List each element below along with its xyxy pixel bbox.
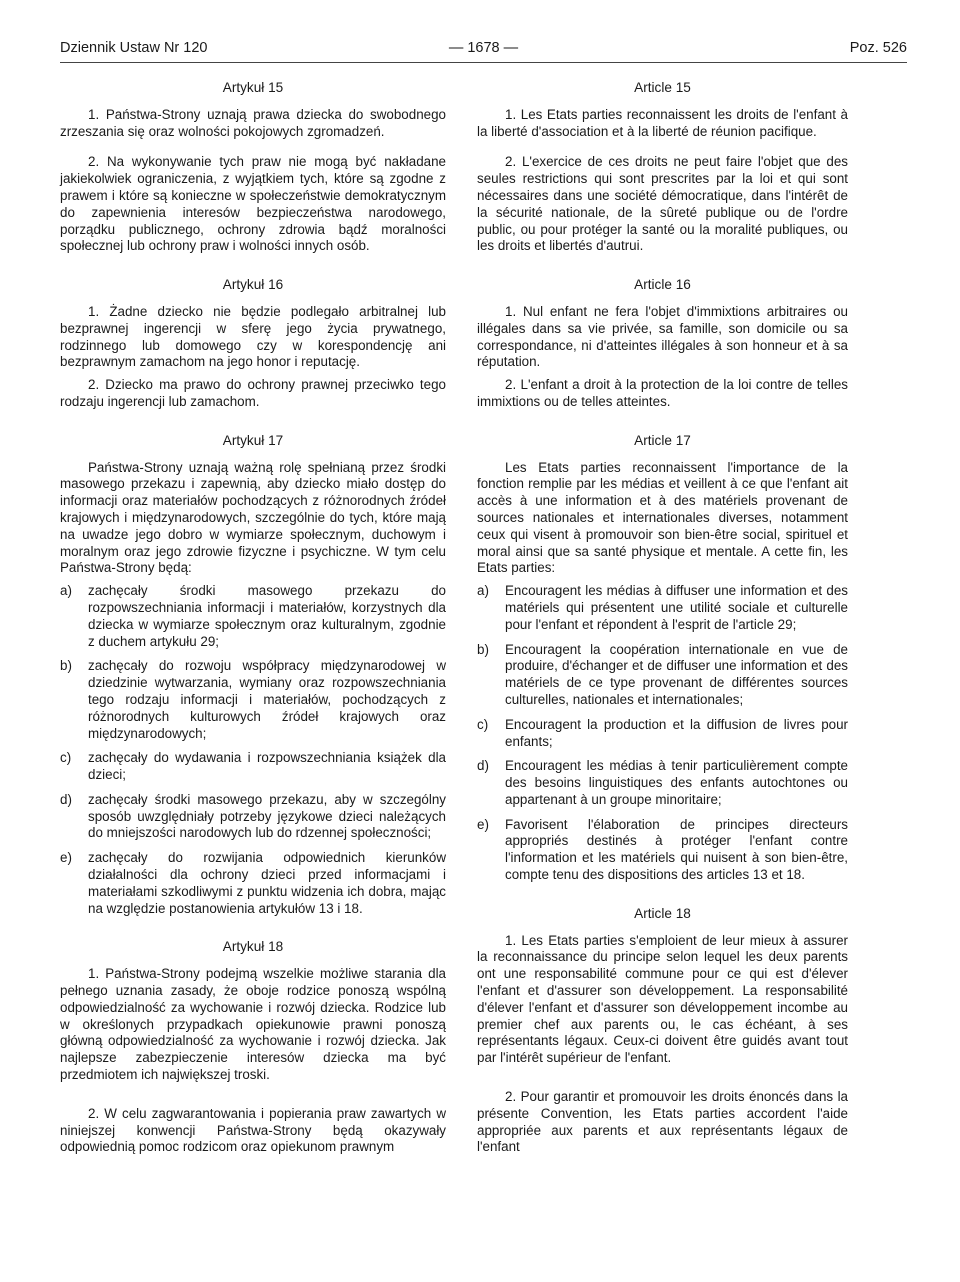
page-header [60, 40, 907, 63]
item-label: a) [60, 583, 72, 599]
item-label: c) [60, 750, 72, 766]
item-text: zachęcały do wydawania i rozpowszechniania książek dla dzieci; [88, 750, 446, 783]
item-label: d) [477, 758, 489, 774]
fr-art17-item-e [477, 817, 848, 884]
fr-art18-p1: 1. Les Etats parties s'emploient de leur mieux à assurer la reconnaissance du principe selon lequel les deux parents ont une responsabilité commune pour ce qui est d'élever l'enfant et d'assurer son développement. La responsabilité d'élever l'enfant et d'assurer son développement incombe au premier chef aux parents ou, le cas échéant, à ses représentants légaux. Ceux-ci doivent être guidés avant tout par l'intérêt supérieur de l'enfant. [477, 932, 848, 1066]
pl-art15-title: Artykuł 15 [222, 80, 284, 95]
pl-art18-p2: 2. W celu zagwarantowania i popierania praw zawartych w niniejszej konwencji Państwa-Strony będą okazywały odpowiednią pomoc rodzicom oraz opiekunom prawnym [60, 1105, 446, 1155]
fr-art18-title: Article 18 [634, 905, 691, 921]
position-number: Poz. 526 [849, 40, 907, 56]
fr-art15-title: Article 15 [634, 80, 691, 95]
item-label: c) [477, 716, 489, 732]
pl-art17-item-b [60, 658, 446, 742]
pl-art16-p2: 2. Dziecko ma prawo do ochrony prawnej przeciwko tego rodzaju ingerencji lub zamachom. [60, 377, 446, 409]
pl-art17-item-d [60, 792, 446, 842]
fr-art15-p1: 1. Les Etats parties reconnaissent les droits de l'enfant à la liberté d'association et à la liberté de réunion pacifique. [477, 106, 848, 139]
french-column [477, 80, 848, 1156]
pl-art17-item-e [60, 850, 446, 917]
pl-art16-title: Artykuł 16 [222, 277, 284, 293]
item-label: b) [477, 641, 489, 657]
pl-art18-p1: 1. Państwa-Strony podejmą wszelkie możliwe starania dla pełnego uznania zasady, że oboje rodzice ponoszą wspólną odpowiedzialność za wychowanie i rozwój dziecka. Rodzice lub w określonych przypadkach opiekunowie prawni ponoszą główną odpowiedzialność za wychowanie i rozwój dziecka. Jak najlepsze zabezpieczenie interesów dziecka ma być przedmiotem ich największej troski. [60, 966, 446, 1083]
item-text: Favorisent l'élaboration de principes directeurs appropriés destinés à protéger l'enfant contre l'information et les matériels qui nuisent à son bien-être, compte tenu des dispositions des articles 13 et 18. [505, 816, 848, 883]
item-text: Encouragent les médias à diffuser une information et des matériels qui présentent une utilité sociale et culturelle pour l'enfant et répondent à l'esprit de l'article 29; [505, 583, 848, 632]
pl-art18-title: Artykuł 18 [222, 939, 284, 955]
item-text: zachęcały środki masowego przekazu do rozpowszechniania informacji i materiałów, korzystnych dla dziecka w wymiarze społecznym oraz kulturalnym, zgodnie z duchem artykułu 29; [88, 583, 446, 649]
pl-art17-item-c [60, 750, 446, 784]
item-text: Encouragent la coopération internationale en vue de produire, d'échanger et de diffuser une information et des matériels de ce type provenant de différentes sources culturelles, nationales et internationales; [505, 641, 848, 707]
item-text: zachęcały środki masowego przekazu, aby w szczególny sposób uwzględniały potrzeby językowe dzieci należących do mniejszości narodowych lub do rdzennej społeczności; [88, 791, 446, 841]
pl-art15-p1: 1. Państwa-Strony uznają prawa dziecka do swobodnego zrzeszania się oraz wolności pokojowych zgromadzeń. [60, 106, 446, 139]
pl-art15-p2: 2. Na wykonywanie tych praw nie mogą być nakładane jakiekolwiek ograniczenia, z wyjątkiem tych, które są zgodne z prawem i które są konieczne w społeczeństwie demokratycznym do zapewnienia interesów bezpieczeństwa narodowego, porządku publicznego, ochrony zdrowia bądź moralności społecznej lub ochrony praw i wolności innych osób. [60, 154, 446, 254]
item-text: zachęcały do rozwoju współpracy międzynarodowej w dziedzinie wytwarzania, wymiany oraz rozpowszechniania tego rodzaju informacji i materiałów, pochodzących z różnorodnych kulturowych źródeł krajowych oraz międzynarodowych; [88, 658, 446, 741]
item-label: d) [60, 791, 72, 807]
item-text: Encouragent la production et la diffusion de livres pour enfants; [505, 716, 848, 749]
fr-art17-item-a [477, 583, 848, 633]
item-label: b) [60, 658, 72, 674]
page-number: — 1678 — [448, 40, 519, 56]
pl-art17-intro: Państwa-Strony uznają ważną rolę spełnianą przez środki masowego przekazu i zapewnią, aby dziecko miało dostęp do informacji oraz materiałów pochodzących z różnorodnych źródeł krajowych i międzynarodowych, szczególnie do tych, które mają na uwadze jego dobro w wymiarze społecznym, duchowym i moralnym oraz jego zdrowie fizyczne i psychiczne. W tym celu Państwa-Strony będą: [60, 459, 446, 576]
item-text: Encouragent les médias à tenir particulièrement compte des besoins linguistiques des enfants autochtones ou appartenant à un groupe minoritaire; [505, 758, 848, 807]
pl-art16-p1: 1. Żadne dziecko nie będzie podlegało arbitralnej lub bezprawnej ingerencji w sferę jego życia prywatnego, rodzinnego lub domowego czy w korespondencję ani bezprawnym zamachom na jego honor i reputację. [60, 303, 446, 370]
pl-art17-item-a [60, 583, 446, 650]
polish-column [60, 80, 446, 1156]
fr-art16-p2: 2. L'enfant a droit à la protection de la loi contre de telles immixtions ou de telles atteintes. [477, 377, 848, 409]
fr-art16-title: Article 16 [634, 277, 691, 293]
fr-art17-intro: Les Etats parties reconnaissent l'importance de la fonction remplie par les médias et veillent à ce que l'enfant ait accès à une information et à des matériels provenant de sources nationales et internationales diverses, notamment ceux qui visent à promouvoir son bien-être social, spirituel et moral ainsi que sa santé physique et mentale. A cette fin, les Etats parties: [477, 459, 848, 576]
pl-art17-title: Artykuł 17 [222, 432, 284, 448]
fr-art17-item-d [477, 758, 848, 808]
fr-art15-p2: 2. L'exercice de ces droits ne peut faire l'objet que des seules restrictions qui sont prescrites par la loi et qui sont nécessaires dans une société démocratique, dans l'intérêt de la sécurité nationale, de la sûreté publique ou de l'ordre public, ou pour protéger la santé ou la moralité publiques, ou les droits et libertés d'autrui. [477, 154, 848, 254]
journal-title: Dziennik Ustaw Nr 120 [60, 40, 208, 56]
item-label: a) [477, 583, 489, 599]
item-label: e) [477, 816, 489, 832]
item-text: zachęcały do rozwijania odpowiednich kierunków działalności dla ochrony dzieci przed informacjami i materiałami szkodliwymi z punktu widzenia ich dobra, mając na względzie postanowienia artykułów 13 i 18. [88, 850, 446, 916]
fr-art17-title: Article 17 [634, 432, 691, 448]
fr-art17-item-b [477, 642, 848, 709]
fr-art18-p2: 2. Pour garantir et promouvoir les droits énoncés dans la présente Convention, les Etats parties accordent l'aide appropriée aux parents et aux représentants légaux de l'enfant [477, 1089, 848, 1155]
item-label: e) [60, 850, 72, 866]
fr-art16-p1: 1. Nul enfant ne fera l'objet d'immixtions arbitraires ou illégales dans sa vie privée, sa famille, son domicile ou sa correspondance, ni d'atteintes illégales à son honneur et à sa réputation. [477, 303, 848, 370]
fr-art17-item-c [477, 717, 848, 751]
